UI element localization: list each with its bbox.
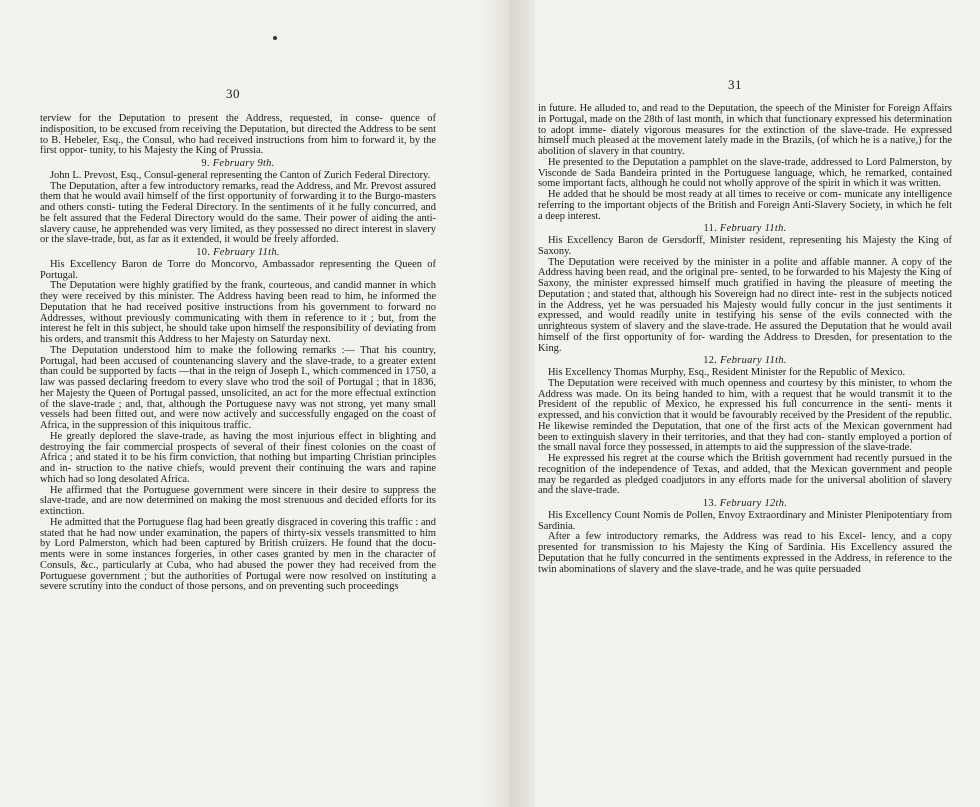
paragraph: The Deputation were received with much openness and courtesy by this minister, to whom the Address was made. On its being handed to him, with a request that he would transmit it to the President of the republic of Mexico, he expressed his full concurrence in the senti- ments it expressed, and his conviction that it would be favourably received by the President of the republic. He likewise reminded the Deputation, that one of the first acts of the Mexican government had been to extinguish slavery in their territories, and that they had con- stantly employed a portion of the small naval force they possessed, in attempts to aid the suppression of the slave-trade. — [538, 377, 952, 454]
paragraph: His Excellency Thomas Murphy, Esq., Resident Minister for the Republic of Mexico. — [548, 367, 906, 378]
section-heading: 12. February 11th. — [703, 355, 787, 367]
paragraph: He greatly deplored the slave-trade, as having the most injurious effect in blighting and destroying the fair commercial prospects of several of their finest colonies on the coast of Africa ; and stated it to be his firm conviction, that nothing but imparting Christian principles and in- struction to the native chiefs, would prevent their continuing the wars and rapine which had so long desolated Africa. — [40, 430, 436, 485]
book-gutter — [483, 0, 535, 807]
paragraph: John L. Prevost, Esq., Consul-general representing the Canton of Zurich Federal Directory. — [50, 169, 431, 181]
ink-spot — [273, 36, 277, 40]
paragraph: The Deputation, after a few introductory remarks, read the Address, and Mr. Prevost assured them that he would avail himself of the first opportunity of forwarding it to the Burgo-masters and others consti- tuting the Federal Directory. In the sentiments of it he fully concurred, and he felt assured that the Federal Directory would do the same. Their power of aiding the anti-slavery cause, he apprehended was very limited, as they possessed no direct interest in slavery or the slave-trade, but, as far as it extended, it would be freely afforded. — [40, 180, 436, 246]
section-heading: 10. February 11th. — [196, 247, 280, 258]
page-number-left: 30 — [226, 86, 240, 101]
paragraph: He admitted that the Portuguese flag had been greatly disgraced in covering this traffic : and stated that he had now under examination, the papers of thirty-six vessels transmitted to him by Lord Palmerston, which had been captured by British cruizers. He found that the docu- ments were in some instances forgeries, in other cases granted by men in the character of Consuls, &c., particularly at Cuba, who had abused the power they had received from the Portuguese government ; but the authorities of Portugal were now resolved on instituting a severe scrutiny into the conduct of those persons, and on preventing such proceedings — [40, 516, 436, 593]
paragraph: He presented to the Deputation a pamphlet on the slave-trade, addressed to Lord Palmerston, by Visconde de Sada Bandeira printed in the Portuguese language, which, he remarked, contained some important facts, although he could not wholly approve of the spirit in which it was written. — [538, 156, 952, 190]
left-page-text — [40, 114, 436, 593]
paragraph: The Deputation were highly gratified by the frank, courteous, and candid manner in which they were received by this minister. The Address having been read to him, he informed the Deputation that he had received positive instructions from his government to forward no Addresses, without previously communicating with them in reference to it ; but, from the interest he felt in this subject, he should take upon himself the responsibility of deviating from his orders, and transmit this Address to her Majesty on Saturday next. — [40, 280, 436, 345]
paragraph: in future. He alluded to, and read to the Deputation, the speech of the Minister for Foreign Affairs in Portugal, made on the 28th of last month, in which that functionary expressed his determination to adopt imme- diately vigorous measures for the extinction of the slave-trade. He expressed himself much pleased at the movement lately made in the Brazils, (of which he is a native,) for the abolition of slavery in that country. — [538, 103, 952, 157]
paragraph: terview for the Deputation to present the Address, requested, in conse- quence of indisposition, to be excused from receiving the Deputation, but directed the Address to be sent to B. Hebeler, Esq., the Consul, who had received instructions from him to forward it, by the first oppor- tunity, to his Majesty the King of Prussia. — [40, 113, 436, 157]
paragraph: The Deputation understood him to make the following remarks :— That his country, Portugal, had been accused of countenancing slavery and the slave-trade, to a greater extent than could be supported by facts —that in the reign of Joseph I., which commenced in 1750, a law was passed declaring freedom to every slave who trod the soil of Portugal ; that in 1836, her Majesty the Queen of Portugal passed, unsolicited, an act for the more effectual extinction of the slave-trade ; and, that, although the Portuguese navy was not strong, yet many small vessels had been fitted out, and were now actively and successfully engaged on the coast of Africa, in the suppression of this iniquitous traffic. — [40, 344, 436, 431]
section-heading: 9. February 9th. — [201, 158, 275, 169]
paragraph: His Excellency Baron de Torre do Moncorvo, Ambassador representing the Queen of Portugal. — [40, 258, 436, 281]
section-heading: 11. February 11th. — [703, 223, 787, 235]
paragraph: He expressed his regret at the course which the British government had recently pursued in the recognition of the independence of Texas, and added, that the Mexican government and people may be regarded as pledged coadjutors in any efforts made for the universal abolition of slavery and the slave-trade. — [538, 453, 952, 497]
paragraph: The Deputation were received by the minister in a polite and affable manner. A copy of the Address having been read, and the original pre- sented, to be forwarded to his Majesty the King of Saxony, the minister expressed himself much gratified in having the pleasure of meeting the Deputation ; and stated that, although his Sovereign had no direct inte- rest in the subjects noticed in the Address, yet he was persuaded his Majesty would fully concur in the just sentiments it expressed, and would readily unite in testifying his sense of the evils connected with the unrighteous system of slavery and the slave-trade. He assured the Deputation that he would avail himself of the first opportunity of for- warding the Address to Dresden, for presentation to the King. — [538, 256, 952, 354]
paragraph: His Excellency Baron de Gersdorff, Minister resident, representing his Majesty the King of Saxony. — [538, 235, 952, 257]
page-number-right: 31 — [728, 77, 742, 92]
paragraph: He added that he should be most ready at all times to receive or com- municate any intelligence referring to the important objects of the British and Foreign Anti-Slavery Society, in which he felt a deep interest. — [538, 189, 952, 222]
right-page-text — [538, 104, 952, 575]
section-heading: 13. February 12th. — [702, 498, 788, 509]
paragraph: After a few introductory remarks, the Address was read to his Excel- lency, and a copy presented for transmission to his Majesty the King of Sardinia. His Excellency assured the Deputation that he fully concurred in the sentiments expressed in the Address, in reference to the twin abominations of slavery and the slave-trade, and he was quite persuaded — [538, 531, 952, 575]
paragraph: His Excellency Count Nomis de Pollen, Envoy Extraordinary and Minister Plenipotentiary from Sardinia. — [538, 509, 952, 532]
paragraph: He affirmed that the Portuguese government were sincere in their desire to suppress the slave-trade, and are now determined on making the most strenuous and decided efforts for its extinction. — [40, 484, 436, 517]
